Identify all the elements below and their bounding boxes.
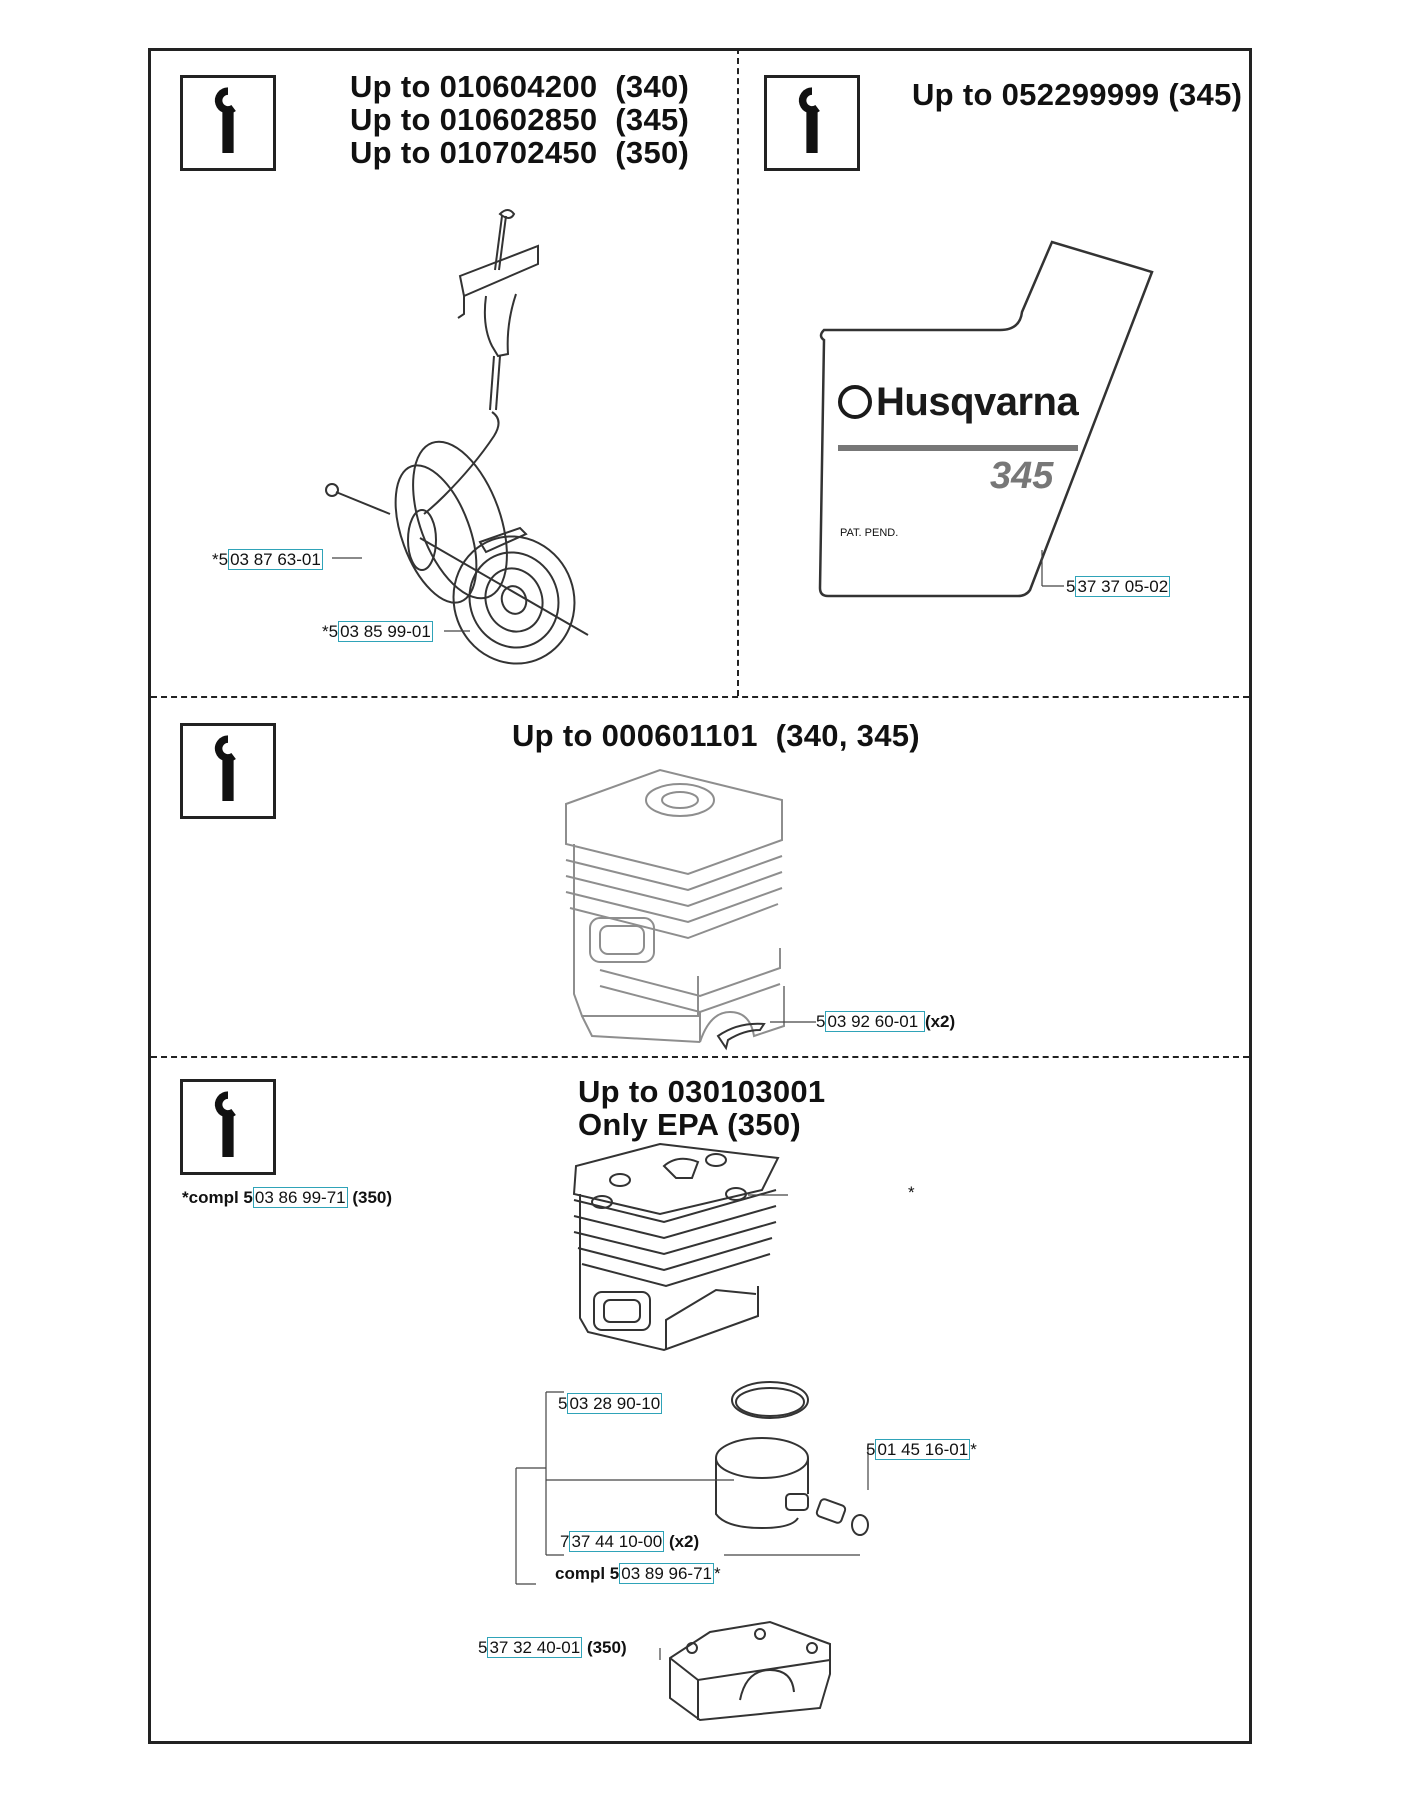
part-number-link[interactable]: 37 44 10-00 xyxy=(571,1532,663,1551)
husqvarna-logo xyxy=(838,380,1078,424)
part-number-link[interactable]: 03 86 99-71 xyxy=(254,1188,346,1207)
wrench-info-icon xyxy=(764,75,860,171)
part-prefix: compl 5 xyxy=(555,1564,620,1583)
part-qty: (350) xyxy=(582,1638,627,1657)
decal-drawing xyxy=(810,270,1170,600)
part-label-piston-ring xyxy=(558,1394,662,1414)
starter-title: Up to 010604200 (340) Up to 010602850 (345) Up to 010702450 (350) xyxy=(350,69,690,170)
part-prefix: 5 xyxy=(478,1638,488,1657)
wrench-info-icon xyxy=(180,723,276,819)
starter-pulley-drawing xyxy=(360,200,600,680)
part-number-link[interactable]: 03 85 99-01 xyxy=(340,622,431,641)
part-prefix: *5 xyxy=(212,550,229,569)
part-number-link[interactable]: 03 89 96-71 xyxy=(621,1564,712,1583)
part-suffix: (350) xyxy=(347,1188,393,1207)
cylinder-epa-title: Up to 030103001 Only EPA (350) xyxy=(578,1074,826,1142)
part-label-recoil-spring xyxy=(322,622,433,642)
brand-text: Husqvarna xyxy=(876,380,1079,424)
part-prefix: 5 xyxy=(816,1012,826,1031)
part-prefix: 5 xyxy=(1066,577,1076,596)
part-label-cylinder-gasket xyxy=(816,1012,955,1032)
part-label-decal xyxy=(1066,577,1170,597)
wrench-info-icon xyxy=(180,75,276,171)
part-label-piston-pin xyxy=(866,1440,977,1460)
decal-note: PAT. PEND. xyxy=(840,527,899,539)
divider-vertical xyxy=(737,48,739,696)
cylinder-old-drawing xyxy=(560,760,800,1060)
cylinder-star-marker: * xyxy=(908,1183,915,1202)
part-number-link[interactable]: 37 37 05-02 xyxy=(1077,577,1169,596)
part-label-circlip xyxy=(560,1532,699,1552)
part-prefix: 7 xyxy=(560,1532,570,1551)
part-qty: (x2) xyxy=(924,1012,956,1031)
part-prefix: 5 xyxy=(558,1394,568,1413)
part-suffix: * xyxy=(970,1440,977,1459)
part-label-piston-compl xyxy=(555,1564,721,1584)
part-suffix: * xyxy=(714,1564,721,1583)
part-prefix: 5 xyxy=(866,1440,876,1459)
part-label-crankcase xyxy=(478,1638,627,1658)
part-number-link[interactable]: 03 92 60-01 xyxy=(827,1012,923,1031)
cylinder-old-title: Up to 000601101 (340, 345) xyxy=(512,718,920,753)
part-label-compl-cylinder xyxy=(182,1188,392,1208)
part-number-link[interactable]: 03 28 90-10 xyxy=(569,1394,661,1413)
part-prefix: *5 xyxy=(322,622,339,641)
part-qty: (x2) xyxy=(664,1532,700,1551)
part-number-link[interactable]: 03 87 63-01 xyxy=(230,550,321,569)
part-prefix: *compl 5 xyxy=(182,1188,253,1207)
husqvarna-logo-mark xyxy=(838,385,872,419)
divider-horizontal-1 xyxy=(151,696,1249,698)
decal-title: Up to 052299999 (345) xyxy=(912,77,1243,112)
part-label-starter-pulley xyxy=(212,550,323,570)
wrench-info-icon xyxy=(180,1079,276,1175)
part-number-link[interactable]: 37 32 40-01 xyxy=(489,1638,581,1657)
part-number-link[interactable]: 01 45 16-01 xyxy=(877,1440,969,1459)
decal-model: 345 xyxy=(990,455,1054,497)
